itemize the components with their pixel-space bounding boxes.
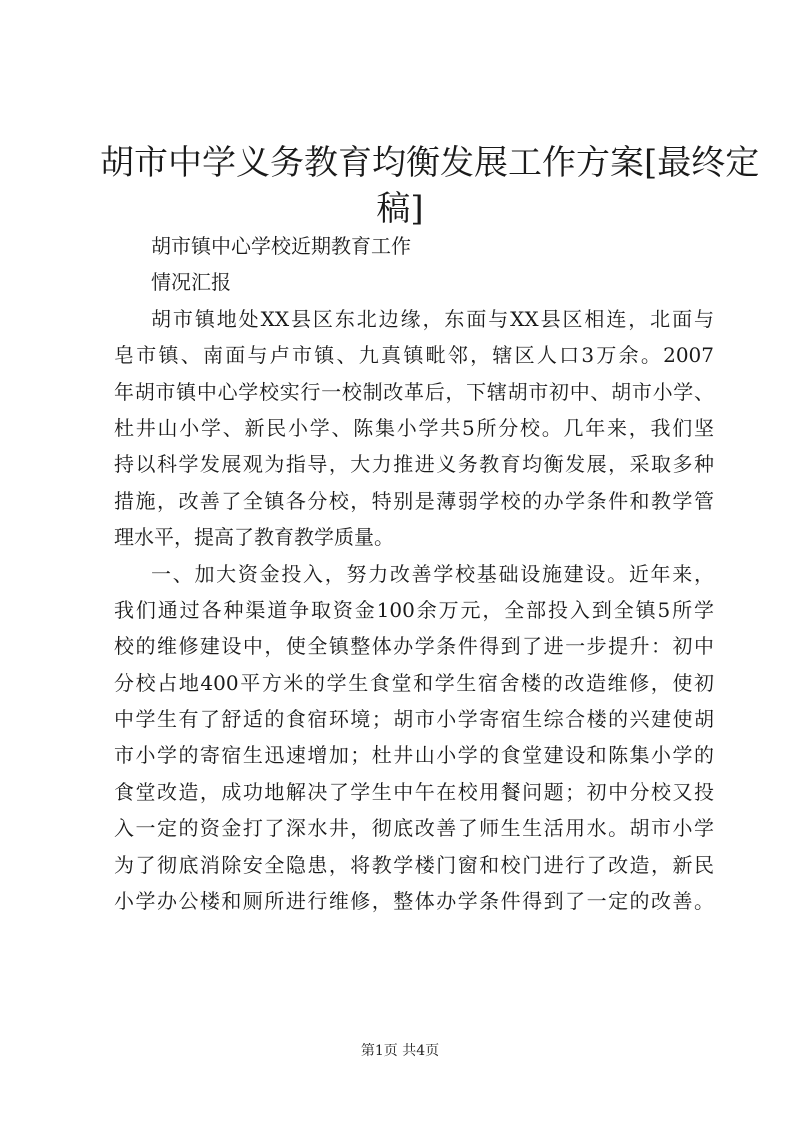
text-line: 校的维修建设中，使全镇整体办学条件得到了进一步提升：初中 [114,634,714,659]
text-line: 市小学的寄宿生迅速增加；杜井山小学的食堂建设和陈集小学的 [114,743,714,768]
page-footer: 第1页 共4页 [360,1043,440,1059]
title-line-1: 胡市中学义务教育均衡发展工作方案[最终定 [100,143,760,183]
text-line: 年胡市镇中心学校实行一校制改革后，下辖胡市初中、胡市小学、 [114,379,714,404]
text-line: 杜井山小学、新民小学、陈集小学共5所分校。几年来，我们坚 [114,415,714,440]
title-line-2: 稿] [376,189,424,229]
text-line: 食堂改造，成功地解决了学生中午在校用餐问题；初中分校又投 [114,779,714,804]
text-line: 胡市镇中心学校近期教育工作 [151,234,411,258]
document-title [100,140,760,232]
text-line: 一、加大资金投入，努力改善学校基础设施建设。近年来， [151,561,714,586]
text-line: 分校占地400平方米的学生食堂和学生宿舍楼的改造维修，使初 [114,670,714,695]
text-line: 入一定的资金打了深水井，彻底改善了师生生活用水。胡市小学 [114,816,714,841]
text-line: 为了彻底消除安全隐患，将教学楼门窗和校门进行了改造，新民 [114,852,714,877]
text-line: 措施，改善了全镇各分校，特别是薄弱学校的办学条件和教学管 [114,488,714,513]
text-line: 我们通过各种渠道争取资金100余万元，全部投入到全镇5所学 [114,597,714,622]
text-line: 皂市镇、南面与卢市镇、九真镇毗邻，辖区人口3万余。2007 [114,343,714,368]
text-line: 中学生有了舒适的食宿环境；胡市小学寄宿生综合楼的兴建使胡 [114,707,714,732]
text-line: 情况汇报 [151,270,231,295]
text-line: 小学办公楼和厕所进行维修，整体办学条件得到了一定的改善。 [114,889,714,914]
text-line: 持以科学发展观为指导，大力推进义务教育均衡发展，采取多种 [114,452,714,477]
text-line: 胡市镇地处XX县区东北边缘，东面与XX县区相连，北面与 [151,306,714,331]
text-line: 理水平，提高了教育教学质量。 [114,525,394,550]
document-body [114,228,714,919]
